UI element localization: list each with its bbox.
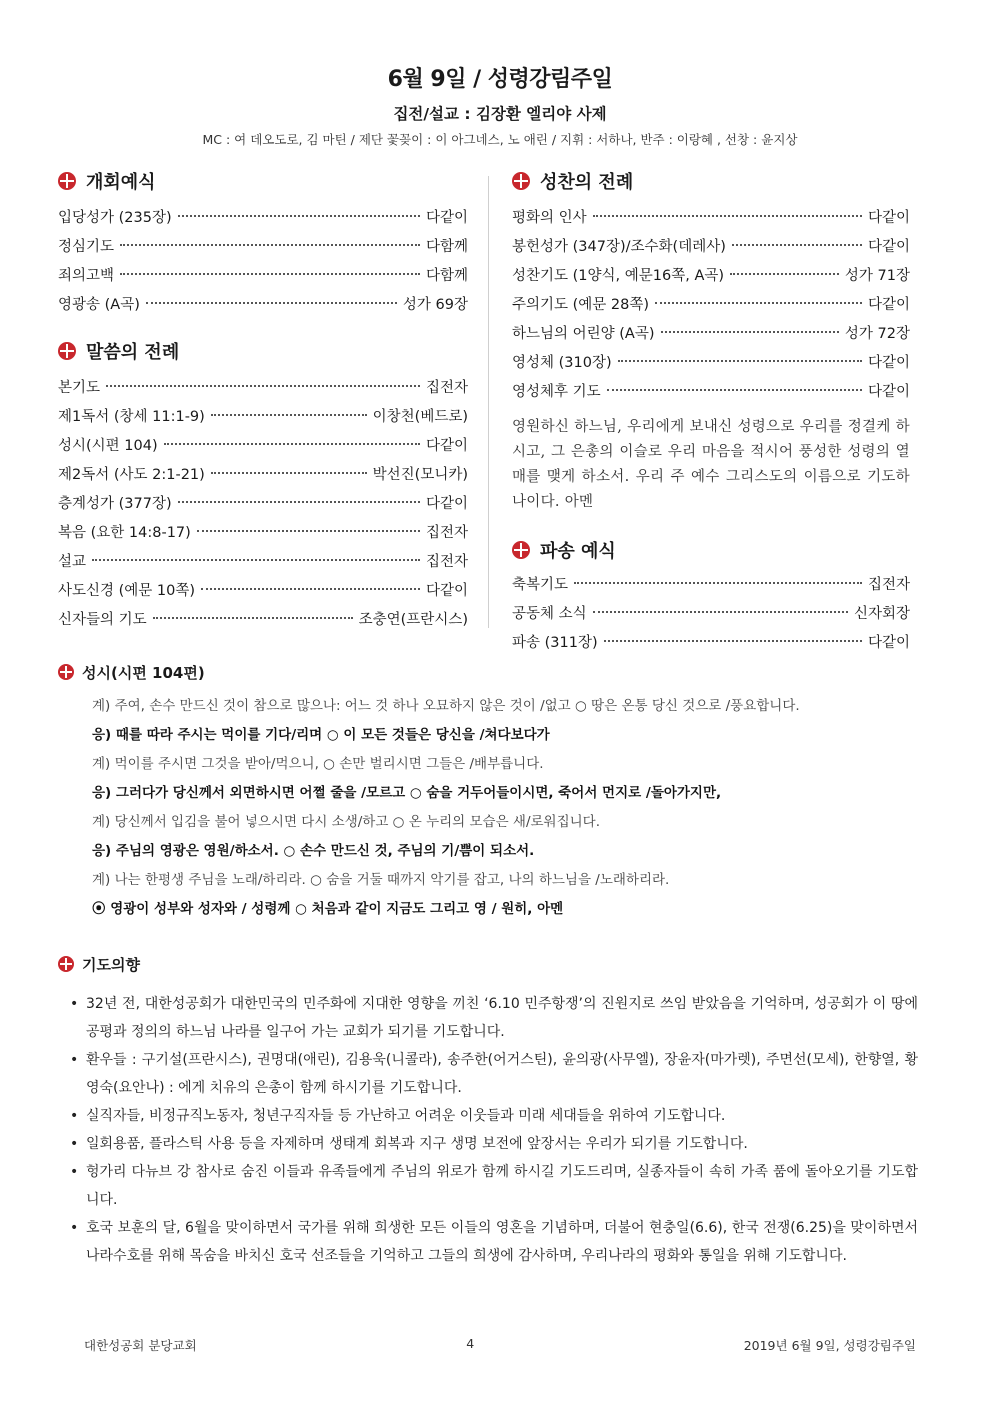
dot-leader <box>178 501 420 503</box>
dot-leader <box>211 472 367 474</box>
order-row <box>512 629 910 658</box>
order-label: 봉헌성가 (347장)/조수화(데레사) <box>512 239 726 255</box>
order-label: 영성체 (310장) <box>512 355 612 371</box>
order-row <box>58 262 468 291</box>
cross-icon <box>58 956 74 972</box>
psalm-line-response: 응) 때를 따라 주시는 먹이를 기다/리며 ○ 이 모든 것들은 당신을 /쳐다보다가 <box>92 727 550 743</box>
order-label: 영성체후 기도 <box>512 384 601 400</box>
eucharist-list <box>512 204 910 407</box>
dot-leader <box>593 611 848 613</box>
order-value: 다같이 <box>425 438 468 454</box>
post-communion-prayer: 영원하신 하느님, 우리에게 보내신 성령으로 우리를 정결케 하시고, 그 은총의 이슬로 우리 마음을 적시어 풍성한 성령의 열매를 맺게 하소서. 우리 주 예수 그리스도의 이름으로 기도하나이다. 아멘 <box>512 419 910 510</box>
order-label: 신자들의 기도 <box>58 612 147 628</box>
psalm-line-leader: 계) 먹이를 주시면 그것을 받아/먹으니, ○ 손만 벌리시면 그들은 /배부릅니다. <box>92 756 544 772</box>
order-value: 집전자 <box>867 577 910 593</box>
order-value: 다같이 <box>867 297 910 313</box>
dot-leader <box>120 244 420 246</box>
dot-leader <box>661 331 839 333</box>
order-row <box>58 490 468 519</box>
order-row <box>58 519 468 548</box>
order-value: 이창천(베드로) <box>372 409 468 425</box>
dot-leader <box>92 559 420 561</box>
dot-leader <box>106 385 420 387</box>
section-opening-heading <box>58 164 468 198</box>
order-label: 성찬기도 (1양식, 예문16쪽, A곡) <box>512 268 725 284</box>
dot-leader <box>153 617 353 619</box>
dismissal-list <box>512 571 910 658</box>
order-label: 공동체 소식 <box>512 606 587 622</box>
order-value: 다같이 <box>425 583 468 599</box>
right-column <box>512 164 910 658</box>
footer-church: 대한성공회 분당교회 <box>84 1338 197 1353</box>
order-label: 평화의 인사 <box>512 210 587 226</box>
order-label: 하느님의 어린양 (A곡) <box>512 326 655 342</box>
cross-icon <box>58 664 74 680</box>
column-divider <box>488 176 489 628</box>
cross-icon <box>58 342 76 360</box>
dot-leader <box>120 273 420 275</box>
section-title: 파송 예식 <box>540 541 616 562</box>
order-label: 층계성가 (377장) <box>58 496 172 512</box>
order-row <box>512 233 910 262</box>
order-row <box>58 606 468 635</box>
order-value: 성가 71장 <box>844 268 910 284</box>
left-column <box>58 164 468 635</box>
order-row <box>58 548 468 577</box>
order-label: 죄의고백 <box>58 268 115 284</box>
order-row <box>58 374 468 403</box>
section-title: 기도의향 <box>82 955 140 974</box>
order-value: 다같이 <box>425 496 468 512</box>
order-label: 영광송 (A곡) <box>58 297 140 313</box>
order-value: 다함께 <box>425 239 468 255</box>
order-row <box>512 291 910 320</box>
order-label: 설교 <box>58 554 87 570</box>
section-title: 개회예식 <box>86 172 156 193</box>
intentions-list <box>70 990 918 1270</box>
psalm-line-leader: 계) 당신께서 입김을 불어 넣으시면 다시 소생/하고 ○ 온 누리의 모습은 새/로워집니다. <box>92 814 600 830</box>
intention-item: • 환우들 : 구기설(프란시스), 권명대(애린), 김용욱(니콜라), 송주한(어거스틴), 윤의광(사무엘), 장윤자(마가렛), 주면선(모세), 한향열, 황영숙(요안나) : 에게 치유의 은총이 함께 하시기를 기도합니다. <box>70 1046 918 1102</box>
dot-leader <box>730 273 839 275</box>
intention-item: • 일회용품, 플라스틱 사용 등을 자제하며 생태계 회복과 지구 생명 보전에 앞장서는 우리가 되기를 기도합니다. <box>70 1130 918 1158</box>
order-row <box>512 571 910 600</box>
page-number: 4 <box>466 1336 475 1351</box>
cross-icon <box>512 541 530 559</box>
order-value: 다같이 <box>867 210 910 226</box>
order-value: 다같이 <box>867 355 910 371</box>
order-value: 다같이 <box>867 239 910 255</box>
word-list <box>58 374 468 635</box>
section-word-heading <box>58 334 468 368</box>
order-label: 제2독서 (사도 2:1-21) <box>58 467 205 483</box>
order-row <box>58 204 468 233</box>
order-value: 신자회장 <box>853 606 910 622</box>
psalm-line-response: 응) 그러다가 당신께서 외면하시면 어쩔 줄을 /모르고 ○ 숨을 거두어들이시면, 죽어서 먼지로 /돌아가지만, <box>92 785 722 801</box>
cross-icon <box>58 172 76 190</box>
order-row <box>512 600 910 629</box>
order-row <box>58 461 468 490</box>
order-label: 사도신경 (예문 10쪽) <box>58 583 196 599</box>
order-value: 집전자 <box>425 554 468 570</box>
intentions-heading <box>58 950 918 978</box>
order-label: 입당성가 (235장) <box>58 210 172 226</box>
order-label: 성시(시편 104) <box>58 438 158 454</box>
order-label: 파송 (311장) <box>512 635 598 651</box>
section-eucharist-heading <box>512 164 910 198</box>
order-label: 축복기도 <box>512 577 569 593</box>
order-label: 제1독서 (창세 11:1-9) <box>58 409 205 425</box>
order-value: 박선진(모니카) <box>372 467 468 483</box>
order-label: 복음 (요한 14:8-17) <box>58 525 191 541</box>
order-value: 다같이 <box>867 384 910 400</box>
section-title: 말씀의 전례 <box>86 342 180 363</box>
intention-item: • 호국 보훈의 달, 6월을 맞이하면서 국가를 위해 희생한 모든 이들의 영혼을 기념하며, 더불어 현충일(6.6), 한국 전쟁(6.25)을 맞이하면서 나라수호를 위해 목숨을 바치신 호국 선조들을 기억하고 그들의 희생에 감사하며, 우리나라의 평화와 통일을 위해 기도합니다. <box>70 1214 918 1270</box>
dot-leader <box>593 215 862 217</box>
order-value: 성가 72장 <box>844 326 910 342</box>
order-value: 조충연(프란시스) <box>358 612 468 628</box>
order-value: 집전자 <box>425 525 468 541</box>
intention-item: • 32년 전, 대한성공회가 대한민국의 민주화에 지대한 영향을 끼친 ‘6.10 민주항쟁’의 진원지로 쓰임 받았음을 기억하며, 성공회가 이 땅에 공평과 정의의 하느님 나라를 일구어 가는 교회가 되기를 기도합니다. <box>70 990 918 1046</box>
dot-leader <box>604 640 862 642</box>
order-row <box>58 403 468 432</box>
section-dismissal-heading <box>512 533 910 567</box>
psalm-line-leader: 계) 나는 한평생 주님을 노래/하리라. ○ 숨을 거둘 때까지 악기를 잡고, 나의 하느님을 /노래하리라. <box>92 872 670 888</box>
dot-leader <box>178 215 420 217</box>
dot-leader <box>197 530 420 532</box>
credits-line: MC : 여 데오도로, 김 마틴 / 제단 꽃꽂이 : 이 아그네스, 노 애린 / 지휘 : 서하나, 반주 : 이랑혜 , 선창 : 윤지상 <box>202 132 798 147</box>
order-value: 다함께 <box>425 268 468 284</box>
dot-leader <box>164 443 420 445</box>
psalm-heading <box>58 658 918 686</box>
order-value: 다같이 <box>867 635 910 651</box>
section-title: 성찬의 전례 <box>540 172 634 193</box>
order-row <box>58 577 468 606</box>
dot-leader <box>618 360 862 362</box>
dot-leader <box>146 302 397 304</box>
dot-leader <box>211 414 367 416</box>
order-label: 정심기도 <box>58 239 115 255</box>
order-value: 집전자 <box>425 380 468 396</box>
page-header <box>0 62 1000 150</box>
intentions-section <box>58 950 918 1270</box>
page-title: 6월 9일 / 성령강림주일 <box>387 67 613 92</box>
order-row <box>512 262 910 291</box>
dot-leader <box>607 389 862 391</box>
dot-leader <box>574 582 862 584</box>
order-label: 주의기도 (예문 28쪽) <box>512 297 650 313</box>
order-value: 다같이 <box>425 210 468 226</box>
order-row <box>58 291 468 320</box>
intention-item: • 실직자들, 비정규직노동자, 청년구직자들 등 가난하고 어려운 이웃들과 미래 세대들을 위하여 기도합니다. <box>70 1102 918 1130</box>
intention-item: • 헝가리 다뉴브 강 참사로 숨진 이들과 유족들에게 주님의 위로가 함께 하시길 기도드리며, 실종자들이 속히 가족 품에 돌아오기를 기도합니다. <box>70 1158 918 1214</box>
opening-list <box>58 204 468 320</box>
psalm-line-gloria: ⦿ 영광이 성부와 성자와 / 성령께 ○ 처음과 같이 지금도 그리고 영 / 원히, 아멘 <box>92 901 564 917</box>
order-row <box>512 204 910 233</box>
psalm-lines <box>92 692 918 924</box>
footer-date: 2019년 6월 9일, 성령강림주일 <box>743 1338 916 1353</box>
dot-leader <box>732 244 862 246</box>
order-row <box>512 378 910 407</box>
cross-icon <box>512 172 530 190</box>
psalm-line-leader: 계) 주여, 손수 만드신 것이 참으로 많으나: 어느 것 하나 오묘하지 않은 것이 /없고 ○ 땅은 온통 당신 것으로 /풍요합니다. <box>92 698 800 714</box>
dot-leader <box>201 588 420 590</box>
psalm-line-response: 응) 주님의 영광은 영원/하소서. ○ 손수 만드신 것, 주님의 기/쁨이 되소서. <box>92 843 535 859</box>
order-row <box>512 320 910 349</box>
order-row <box>58 432 468 461</box>
page-footer <box>84 1336 916 1354</box>
section-title: 성시(시편 104편) <box>82 663 205 682</box>
order-label: 본기도 <box>58 380 101 396</box>
order-value: 성가 69장 <box>402 297 468 313</box>
psalm-section <box>58 658 918 924</box>
dot-leader <box>655 302 862 304</box>
order-row <box>58 233 468 262</box>
order-row <box>512 349 910 378</box>
celebrant-line: 집전/설교 : 김장환 엘리야 사제 <box>393 105 607 123</box>
